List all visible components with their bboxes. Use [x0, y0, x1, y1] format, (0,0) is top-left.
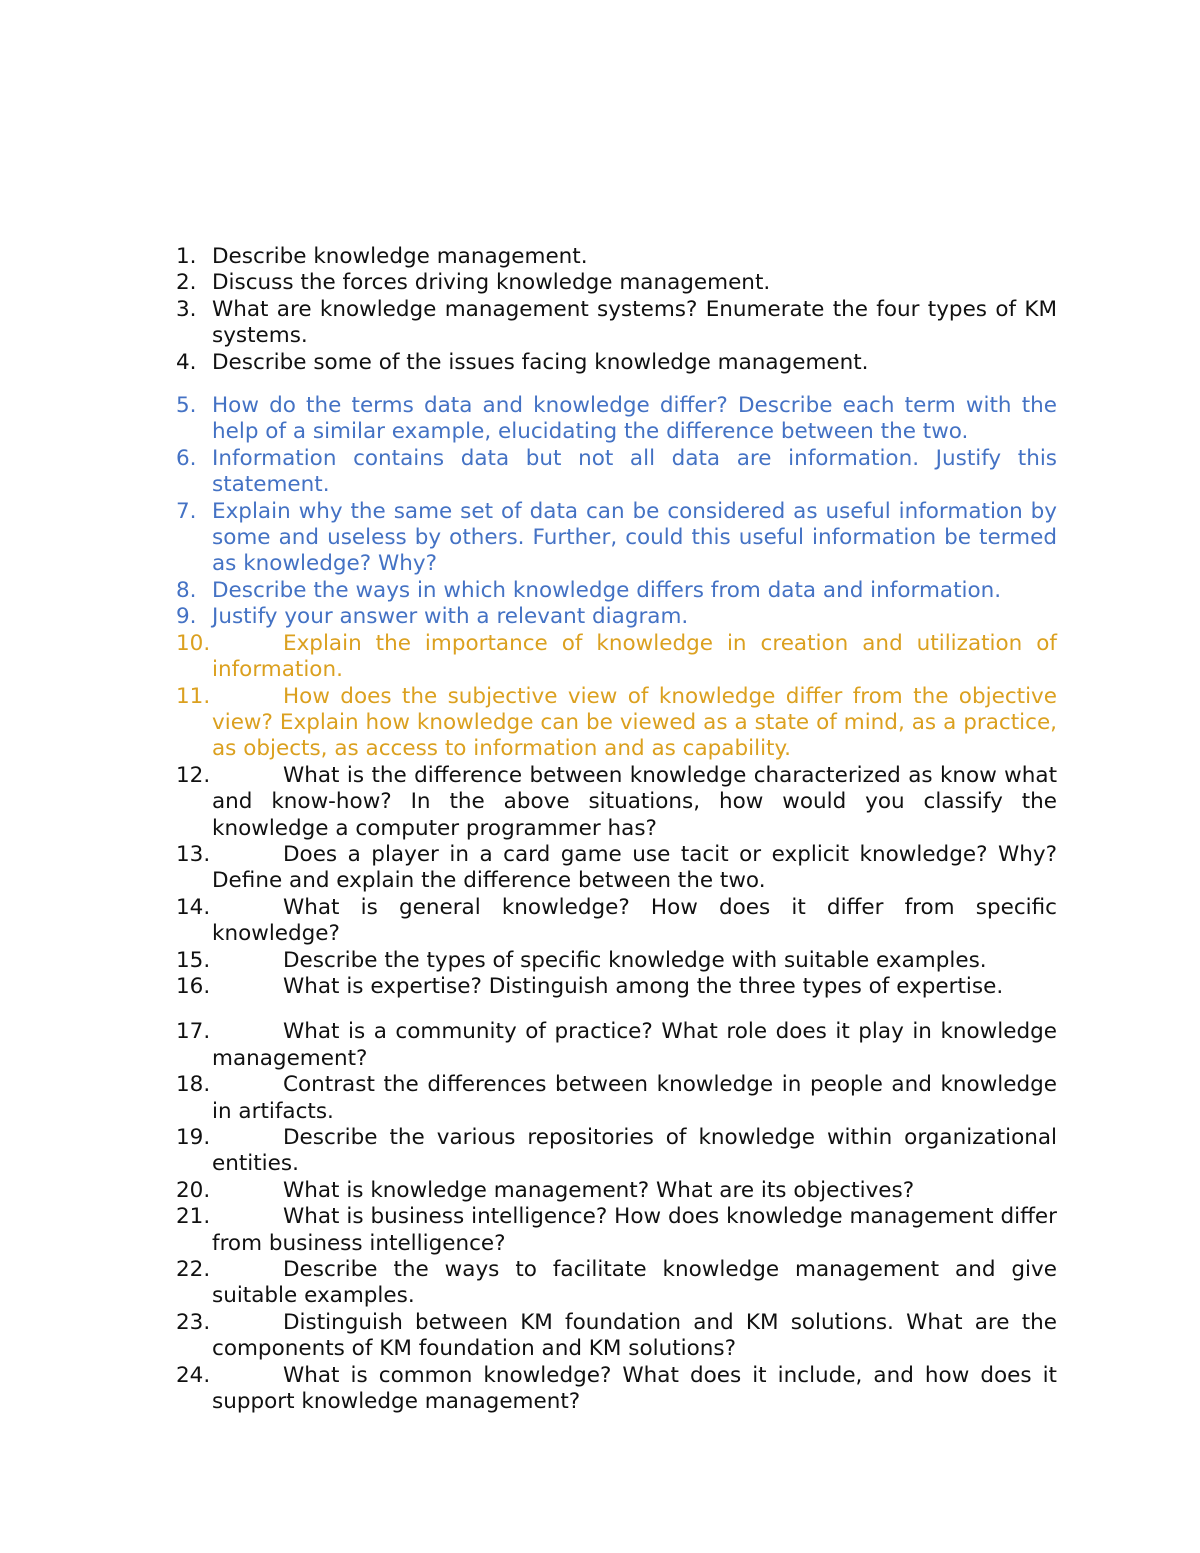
list-item — [0, 631, 1057, 684]
list-item — [0, 499, 1057, 578]
item-number: 9. — [176, 604, 197, 630]
item-text: Explain the importance of knowledge in creation and utilization of information. — [212, 630, 1057, 683]
item-number: 3. — [176, 296, 197, 322]
item-text: What is common knowledge? What does it include, and how does it support knowledge management? — [212, 1362, 1057, 1415]
list-item — [0, 1257, 1057, 1310]
item-number: 19. — [176, 1125, 211, 1150]
list-item — [0, 895, 1057, 948]
item-number: 14. — [176, 894, 211, 920]
list-item — [0, 763, 1057, 842]
list-item — [0, 350, 1057, 376]
item-number: 22. — [176, 1257, 211, 1283]
list-item — [0, 446, 1057, 499]
list-item — [0, 842, 1057, 895]
list-item — [0, 948, 1057, 974]
item-text: Information contains data but not all data are information. Justify this statement. — [212, 445, 1057, 498]
item-number: 4. — [176, 349, 197, 375]
list-item — [0, 1178, 1057, 1204]
item-number: 18. — [176, 1072, 211, 1098]
item-text: Distinguish between KM foundation and KM solutions. What are the components of KM foundation and KM solutions? — [212, 1309, 1057, 1362]
item-text: Describe the types of specific knowledge with suitable examples. — [283, 947, 987, 973]
item-text: Describe the ways to facilitate knowledge management and give suitable examples. — [212, 1257, 1057, 1309]
item-text: How does the subjective view of knowledge differ from the objective view? Explain how knowledge can be viewed as a state of mind, as a practice, as objects, as access to information and as capability. — [212, 683, 1057, 762]
item-number: 21. — [176, 1204, 211, 1230]
list-item — [0, 393, 1057, 446]
item-text: What are knowledge management systems? Enumerate the four types of KM systems. — [212, 296, 1057, 349]
item-number: 15. — [176, 947, 211, 973]
item-number: 13. — [176, 841, 211, 867]
item-number: 8. — [176, 577, 197, 603]
item-text: What is a community of practice? What role does it play in knowledge management? — [212, 1019, 1057, 1071]
item-number: 11. — [176, 683, 211, 709]
list-item — [0, 1363, 1057, 1416]
item-number: 10. — [176, 630, 211, 656]
item-number: 20. — [176, 1177, 211, 1203]
item-text: What is expertise? Distinguish among the three types of expertise. — [283, 973, 1004, 999]
item-number: 16. — [176, 973, 211, 999]
item-text: Does a player in a card game use tacit or explicit knowledge? Why? Define and explain the difference between the two. — [212, 841, 1057, 894]
list-item — [0, 1204, 1057, 1257]
item-text: Describe knowledge management. — [212, 244, 588, 269]
list-item — [0, 1019, 1057, 1072]
item-number: 1. — [176, 244, 197, 269]
item-text: What is knowledge management? What are its objectives? — [283, 1177, 915, 1203]
list-item — [0, 297, 1057, 350]
item-number: 23. — [176, 1309, 211, 1335]
item-text: Justify your answer with a relevant diagram. — [212, 604, 689, 630]
list-item — [0, 684, 1057, 763]
item-number: 2. — [176, 270, 197, 296]
list-item — [0, 1310, 1057, 1363]
item-text: How do the terms data and knowledge differ? Describe each term with the help of a similar example, elucidating the difference between the two. — [212, 393, 1057, 445]
item-text: Discuss the forces driving knowledge management. — [212, 270, 771, 296]
item-text: Contrast the differences between knowledge in people and knowledge in artifacts. — [212, 1072, 1057, 1124]
item-text: Describe the various repositories of knowledge within organizational entities. — [212, 1125, 1057, 1177]
item-number: 12. — [176, 762, 211, 788]
item-number: 5. — [176, 393, 197, 419]
item-text: Describe the ways in which knowledge differs from data and information. — [212, 577, 1002, 603]
list-item — [0, 1072, 1057, 1125]
item-text: Explain why the same set of data can be considered as useful information by some and useless by others. Further, could this useful information be termed as knowledge? Why? — [212, 498, 1057, 577]
item-number: 17. — [176, 1019, 211, 1045]
list-item — [0, 604, 1057, 630]
item-number: 24. — [176, 1362, 211, 1388]
item-text: Describe some of the issues facing knowledge management. — [212, 349, 869, 375]
list-item — [0, 244, 1057, 270]
list-item — [0, 1125, 1057, 1178]
list-item — [0, 270, 1057, 296]
item-number: 6. — [176, 445, 197, 471]
list-item — [0, 578, 1057, 604]
question-list — [0, 244, 1200, 1415]
list-item — [0, 974, 1057, 1000]
item-text: What is general knowledge? How does it differ from specific knowledge? — [212, 894, 1057, 947]
item-number: 7. — [176, 498, 197, 524]
item-text: What is business intelligence? How does knowledge management differ from business intelligence? — [212, 1204, 1057, 1256]
item-text: What is the difference between knowledge characterized as know what and know-how? In the above situations, how would you classify the knowledge a computer programmer has? — [212, 762, 1057, 841]
